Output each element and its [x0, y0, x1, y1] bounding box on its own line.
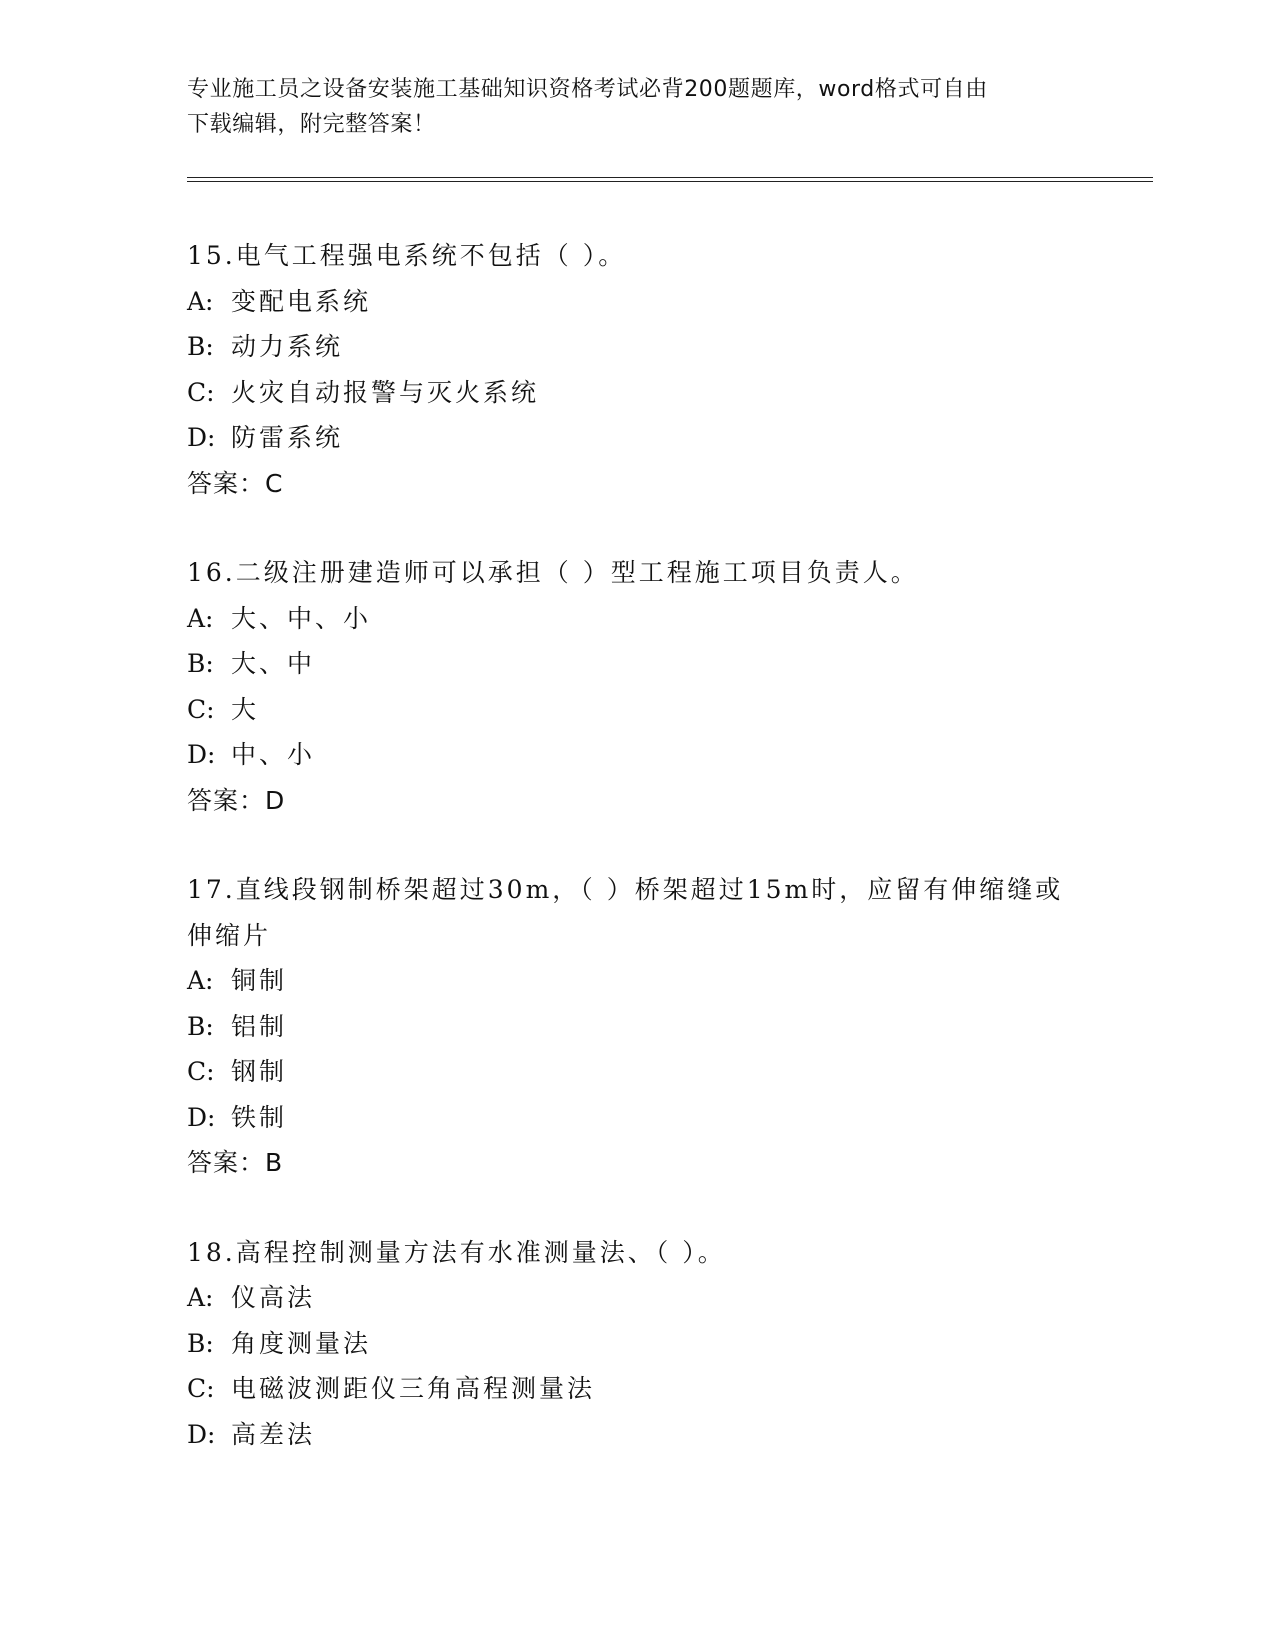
option-b	[187, 641, 1107, 687]
answer-line: 答案：B	[187, 1148, 284, 1177]
option-key: C:	[187, 377, 215, 407]
option-d	[187, 732, 1107, 778]
option-a	[187, 596, 1107, 642]
option-text: 大	[231, 694, 260, 724]
option-b	[187, 1321, 1107, 1367]
option-key: A:	[187, 603, 214, 633]
option-key: D:	[187, 1102, 216, 1132]
question-15	[187, 233, 1107, 506]
question-stem: 15.电气工程强电系统不包括（ ）。	[187, 241, 627, 270]
question-list	[187, 233, 1107, 1501]
option-text: 火灾自动报警与灭火系统	[231, 377, 540, 407]
option-text: 高差法	[231, 1419, 316, 1449]
option-c	[187, 1049, 1107, 1095]
option-a	[187, 279, 1107, 325]
option-c	[187, 1366, 1107, 1412]
option-b	[187, 324, 1107, 370]
option-text: 仪高法	[231, 1283, 316, 1312]
option-text: 大、中、小	[231, 603, 372, 633]
option-d	[187, 415, 1107, 461]
option-key: C:	[187, 1374, 215, 1403]
option-key: B:	[187, 649, 214, 678]
question-16	[187, 550, 1107, 823]
option-a	[187, 1275, 1107, 1321]
option-key: D:	[187, 740, 216, 769]
header-divider-top	[187, 177, 1153, 178]
header-line-1: 专业施工员之设备安装施工基础知识资格考试必背200题题库，word格式可自由	[187, 77, 988, 102]
option-d	[187, 1412, 1107, 1458]
option-key: A:	[187, 286, 214, 316]
option-text: 角度测量法	[231, 1328, 372, 1358]
option-key: D:	[187, 423, 216, 452]
option-text: 变配电系统	[231, 286, 372, 316]
question-17	[187, 867, 1107, 1186]
option-text: 中、小	[231, 740, 316, 769]
header-divider-bottom	[187, 181, 1153, 182]
option-key: C:	[187, 694, 215, 724]
option-d	[187, 1095, 1107, 1141]
option-text: 动力系统	[231, 332, 344, 361]
option-text: 铜制	[231, 966, 288, 995]
option-key: B:	[187, 1011, 214, 1041]
question-stem-line-2: 伸缩片	[187, 920, 272, 950]
question-stem-line-1: 17.直线段钢制桥架超过30m，（ ）桥架超过15m时，应留有伸缩缝或	[187, 875, 1064, 904]
option-c	[187, 370, 1107, 416]
option-key: B:	[187, 332, 214, 361]
answer-line: 答案：C	[187, 468, 284, 498]
option-key: A:	[187, 1283, 214, 1312]
option-key: B:	[187, 1328, 214, 1358]
option-key: A:	[187, 966, 214, 995]
option-text: 电磁波测距仪三角高程测量法	[231, 1374, 596, 1403]
option-key: D:	[187, 1419, 216, 1449]
option-key: C:	[187, 1057, 215, 1086]
answer-line: 答案：D	[187, 785, 286, 815]
header-line-2: 下载编辑，附完整答案！	[187, 112, 436, 137]
question-18	[187, 1230, 1107, 1458]
option-text: 大、中	[231, 649, 316, 678]
option-a	[187, 958, 1107, 1004]
option-c	[187, 687, 1107, 733]
option-text: 钢制	[231, 1057, 288, 1086]
question-stem: 18.高程控制测量方法有水准测量法、（ ）。	[187, 1237, 726, 1267]
option-text: 防雷系统	[231, 423, 344, 452]
document-header	[187, 72, 1087, 142]
option-b	[187, 1004, 1107, 1050]
option-text: 铝制	[231, 1011, 288, 1041]
question-stem: 16.二级注册建造师可以承担（ ）型工程施工项目负责人。	[187, 558, 919, 587]
option-text: 铁制	[231, 1102, 288, 1132]
